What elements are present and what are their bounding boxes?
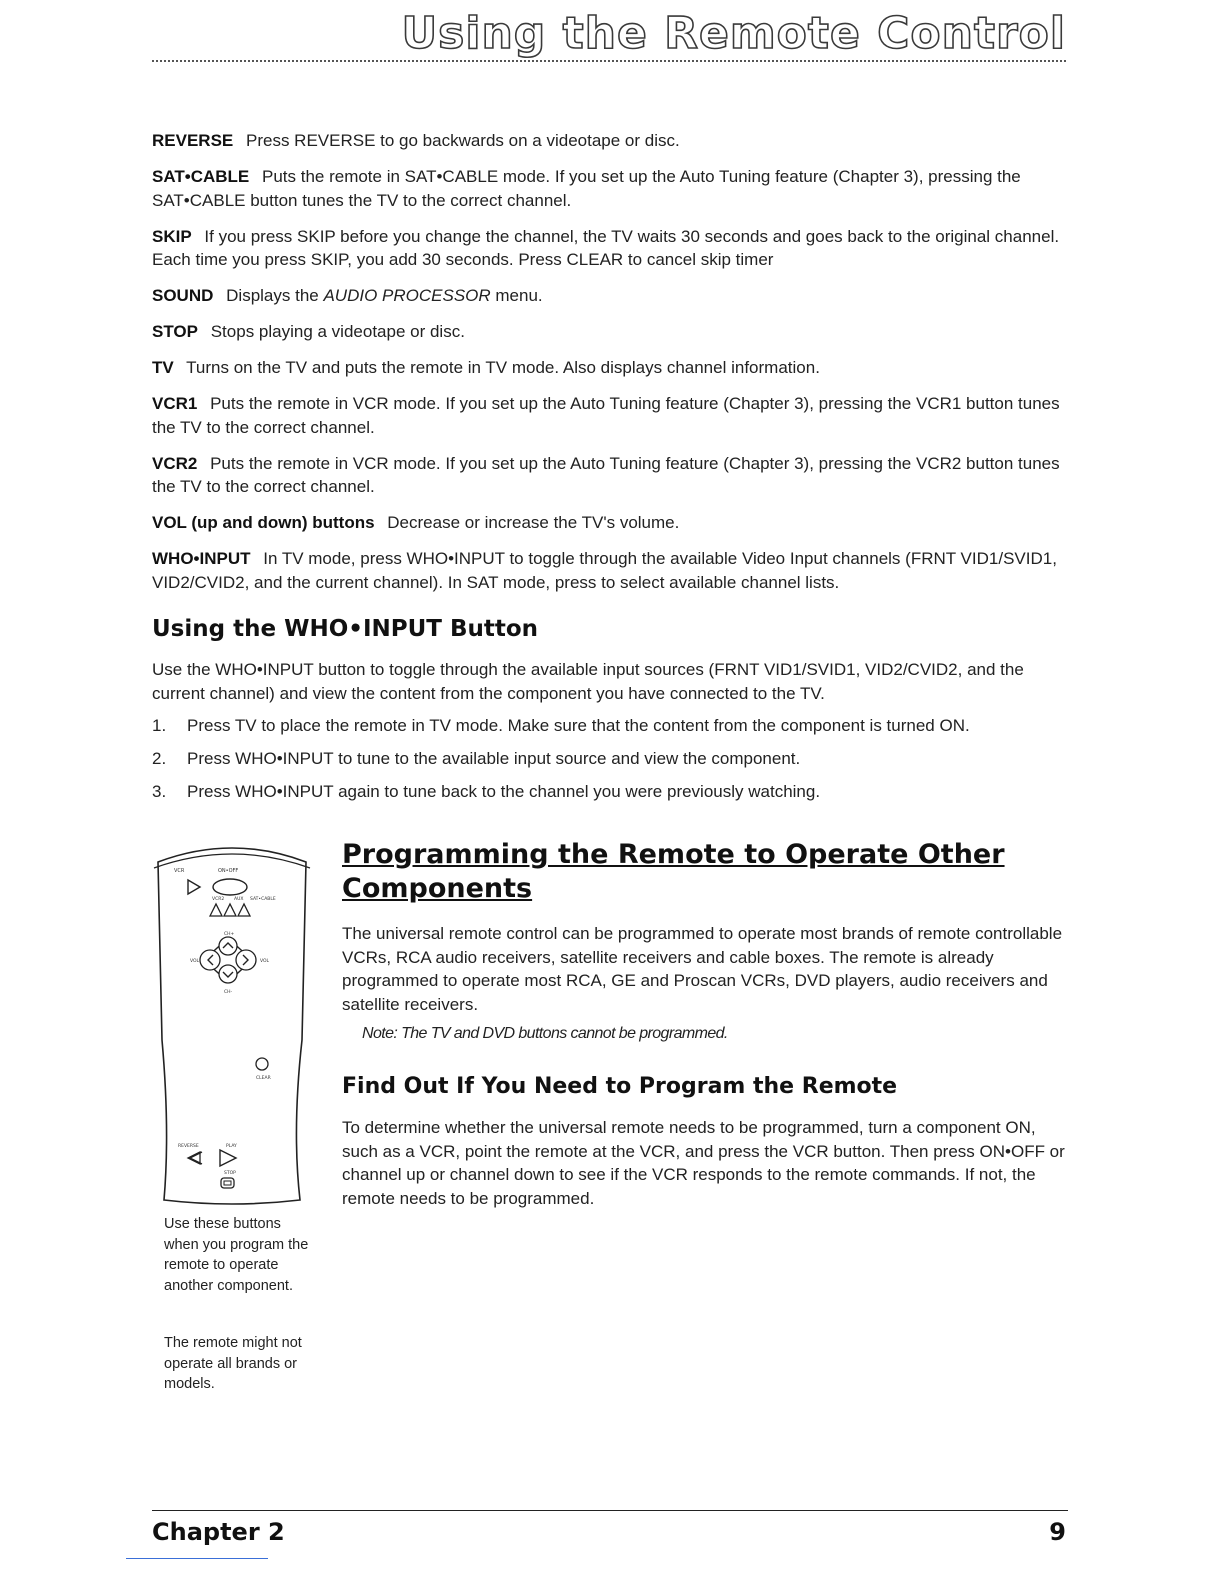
definition-vol <box>152 511 1080 535</box>
step-number: 2. <box>152 749 167 768</box>
find-out-body: To determine whether the universal remote needs to be programmed, turn a component ON, such as a VCR, point the remote at the VCR, and press the VCR button. Then press ON•OFF or channel up or channel down to see if the VCR responds to the remote commands. If not, the remote needs to be programmed. <box>342 1118 1065 1208</box>
definition-term: SOUND <box>152 286 214 305</box>
definition-term: VOL (up and down) buttons <box>152 513 375 532</box>
stop-label: STOP <box>224 1171 236 1176</box>
step-number: 3. <box>152 782 167 801</box>
definition-text: In TV mode, press WHO•INPUT to toggle through the available Video Input channels (FRNT VID1/SVID1, VID2/CVID2, and the current channel). In SAT mode, press to select available channel lists. <box>152 549 1057 592</box>
clear-icon <box>256 1058 268 1070</box>
definition-who-input <box>152 547 1080 594</box>
footer-divider <box>152 1510 1068 1511</box>
footer-accent-line <box>126 1558 268 1559</box>
on-off-label: ON•OFF <box>218 868 239 874</box>
header-divider <box>152 60 1066 62</box>
page-header-title: Using the Remote Control <box>401 8 1066 59</box>
definition-vcr2 <box>152 452 1080 499</box>
vcr-label: VCR <box>174 868 185 874</box>
list-item <box>152 714 1080 737</box>
definition-term: TV <box>152 358 174 377</box>
definition-text: Displays the <box>226 286 324 305</box>
page-number: 9 <box>1049 1518 1066 1546</box>
step-text: Press TV to place the remote in TV mode. Make sure that the content from the component is turned ON. <box>187 716 970 735</box>
sat-cable-label: SAT•CABLE <box>250 897 276 902</box>
remote-drawing <box>152 840 312 1212</box>
channel-down-icon <box>219 965 237 983</box>
definition-term: SAT•CABLE <box>152 167 250 186</box>
definition-tv <box>152 356 1080 380</box>
find-out-section-title: Find Out If You Need to Program the Remote <box>342 1074 898 1099</box>
definition-term: WHO•INPUT <box>152 549 251 568</box>
aux-label: AUX <box>234 897 244 902</box>
programming-body: The universal remote control can be programmed to operate most brands of remote controllable VCRs, RCA audio receivers, satellite receivers and cable boxes. The remote is already programmed to operate most RCA, GE and Proscan VCRs, DVD players, audio receivers and satellite receivers. <box>342 924 1063 1014</box>
definition-vcr1 <box>152 392 1080 439</box>
clear-label: CLEAR <box>256 1076 271 1081</box>
definition-text: Puts the remote in VCR mode. If you set up the Auto Tuning feature (Chapter 3), pressing the VCR1 button tunes the TV to the correct channel. <box>152 394 1060 437</box>
who-input-steps <box>152 714 1080 813</box>
definition-term: VCR1 <box>152 394 198 413</box>
who-input-section-title: Using the WHO•INPUT Button <box>152 616 539 642</box>
definition-text: Turns on the TV and puts the remote in TV mode. Also displays channel information. <box>186 358 820 377</box>
remote-caption: Use these buttons when you program the remote to operate another component. <box>164 1216 309 1294</box>
who-input-intro: Use the WHO•INPUT button to toggle through the available input sources (FRNT VID1/SVID1, VID2/CVID2, and the current channel) and view the content from the component you have connected to the TV. <box>152 660 1024 703</box>
ch-up-label: CH+ <box>224 932 235 937</box>
definition-term: SKIP <box>152 226 192 246</box>
stop-icon <box>221 1178 234 1188</box>
definition-term: VCR2 <box>152 453 198 473</box>
step-number: 1. <box>152 716 167 735</box>
definition-text: Puts the remote in VCR mode. If you set up the Auto Tuning feature (Chapter 3), pressing the VCR2 button tunes the TV to the correct channel. <box>152 453 1060 496</box>
definition-skip <box>152 225 1080 272</box>
definition-stop <box>152 320 1080 344</box>
remote-disclaimer: The remote might not operate all brands or models. <box>164 1335 302 1392</box>
definition-text: Puts the remote in SAT•CABLE mode. If you set up the Auto Tuning feature (Chapter 3), pressing the SAT•CABLE button tunes the TV to the correct channel. <box>152 167 1021 210</box>
vol-label: VOL <box>260 959 270 964</box>
footer-chapter-label: Chapter 2 <box>152 1518 285 1546</box>
list-item <box>152 780 1080 803</box>
definition-reverse <box>152 129 1080 153</box>
list-item <box>152 747 1080 770</box>
definition-text: Decrease or increase the TV's volume. <box>387 513 680 532</box>
definition-menu-name: AUDIO PROCESSOR <box>323 286 491 305</box>
programming-section-title: Programming the Remote to Operate Other Components <box>342 839 1005 904</box>
reverse-label: REVERSE <box>178 1144 199 1149</box>
definition-sound <box>152 284 1080 308</box>
definition-term: STOP <box>152 322 198 341</box>
definition-text: If you press SKIP before you change the channel, the TV waits 30 seconds and goes back to the original channel. Each time you press SKIP, you add 30 seconds. Press CLEAR to cancel skip timer <box>152 226 1060 269</box>
definition-text: menu. <box>490 286 543 305</box>
definition-term: REVERSE <box>152 131 234 150</box>
programming-note: Note: The TV and DVD buttons cannot be programmed. <box>362 1025 728 1042</box>
definition-text: Stops playing a videotape or disc. <box>210 322 465 341</box>
definition-text: Press REVERSE to go backwards on a videotape or disc. <box>245 131 680 150</box>
step-text: Press WHO•INPUT to tune to the available input source and view the component. <box>187 749 801 768</box>
vcr2-label: VCR2 <box>212 897 225 902</box>
ch-down-label: CH- <box>224 990 233 995</box>
remote-illustration <box>152 840 312 1212</box>
definition-sat-cable <box>152 165 1080 212</box>
channel-up-icon <box>219 937 237 955</box>
step-text: Press WHO•INPUT again to tune back to the channel you were previously watching. <box>187 782 821 801</box>
on-off-icon <box>213 879 247 895</box>
vol-label: VOL <box>190 959 200 964</box>
button-definitions <box>152 129 1080 607</box>
play-label: PLAY <box>226 1144 237 1149</box>
volume-down-icon <box>200 950 220 970</box>
volume-up-icon <box>236 950 256 970</box>
